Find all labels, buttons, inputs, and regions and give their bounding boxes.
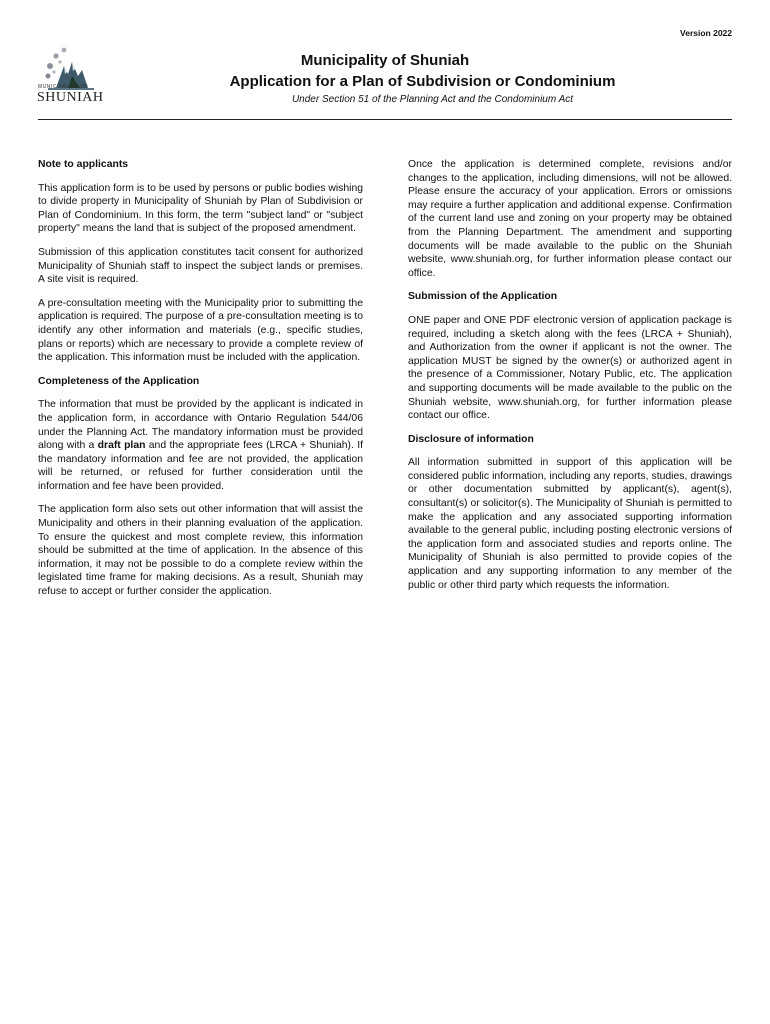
paragraph-mandatory-info bbox=[38, 398, 363, 493]
completeness-heading: Completeness of the Application bbox=[38, 375, 200, 387]
left-column bbox=[38, 158, 363, 609]
document-subtitle-title: Application for a Plan of Subdivision or Condominium bbox=[229, 73, 616, 90]
paragraph-preconsultation: A pre-consultation meeting with the Municipality prior to submitting the application is required. The purpose of a pre-consultation meeting is to identify any other information and materials (e.g., specific studies, plans or reports) which are necessary to provide a complete review of the application. This information must be included with the application. bbox=[38, 297, 363, 364]
paragraph-purpose: This application form is to be used by persons or public bodies wishing to divide property in Municipality of Shuniah by Plan of Subdivision or Plan of Condominium. In this form, the term "subject land" or "subject property" means the land that is subject of the proposed amendment. bbox=[38, 182, 363, 235]
document-legislation-note: Under Section 51 of the Planning Act and the Condominium Act bbox=[291, 94, 574, 105]
mandatory-info-text-b: and the appropriate fees (LRCA + Shuniah). If the mandatory information and fee are not provided, the application will be returned, or refused for further consideration until the information and fee have been provided. bbox=[38, 440, 363, 492]
logo-wordmark: SHUNIAH bbox=[37, 90, 104, 105]
paragraph-submission: ONE paper and ONE PDF electronic version of application package is required, including a sketch along with the fees (LRCA + Shuniah), and Authorization from the owner if applicant is not the owner. The application MUST be signed by the owner(s) or authorized agent in the presence of a Commissioner, Notary Public, etc. The application and supporting documents will be made available to the public on the Shuniah website, www.shuniah.org, for further information please contact our office. bbox=[408, 314, 732, 422]
right-column bbox=[408, 158, 732, 602]
paragraph-completion: Once the application is determined complete, revisions and/or changes to the application, including dimensions, will not be allowed. Please ensure the accuracy of your application. Errors or omissions may require a further application and additional expense. Confirmation of the current land use and zoning on your property may be obtained from the Planning Department. The amendment and supporting documents will be made available to the public on the Shuniah website, www.shuniah.org, for further information please contact our office. bbox=[408, 159, 732, 279]
paragraph-consent: Submission of this application constitutes tacit consent for authorized Municipality of Shuniah staff to inspect the subject lands or premises. A site visit is required. bbox=[38, 246, 363, 286]
draft-plan-bold: draft plan bbox=[97, 440, 146, 452]
logo-subtext: MUNICIPALITY OF bbox=[38, 84, 89, 90]
document-title: Municipality of Shuniah bbox=[300, 52, 470, 69]
note-heading: Note to applicants bbox=[38, 159, 129, 170]
disclosure-heading: Disclosure of information bbox=[408, 433, 534, 445]
submission-heading: Submission of the Application bbox=[408, 291, 558, 303]
header-divider bbox=[38, 119, 732, 120]
paragraph-disclosure: All information submitted in support of this application will be considered public information, including any reports, studies, drawings or other documentation submitted by applicant(s), agent(s), consultant(s) or solicitor(s). The Municipality of Shuniah is permitted to make the application and any associated supporting information available to the general public, including posting electronic versions of the application form and associated studies and reports online. The Municipality of Shuniah is also permitted to provide copies of the application and any supporting information to any member of the public or other third party which requests the information. bbox=[408, 457, 732, 591]
mandatory-info-text-a: The information that must be provided by the applicant is indicated in the application form, in accordance with Ontario Regulation 544/06 under the Planning Act. The mandatory information must be provided along with a bbox=[38, 399, 363, 452]
paragraph-other-info: The application form also sets out other information that will assist the Municipality and others in their planning evaluation of the application. To ensure the quickest and most complete review, this information should be submitted at the time of application. In the absence of this information, it may not be possible to do a complete review within the legislated time frame for making decisions. As a result, Shuniah may refuse to accept or further consider the application. bbox=[38, 504, 363, 598]
version-label: Version 2022 bbox=[680, 28, 732, 38]
